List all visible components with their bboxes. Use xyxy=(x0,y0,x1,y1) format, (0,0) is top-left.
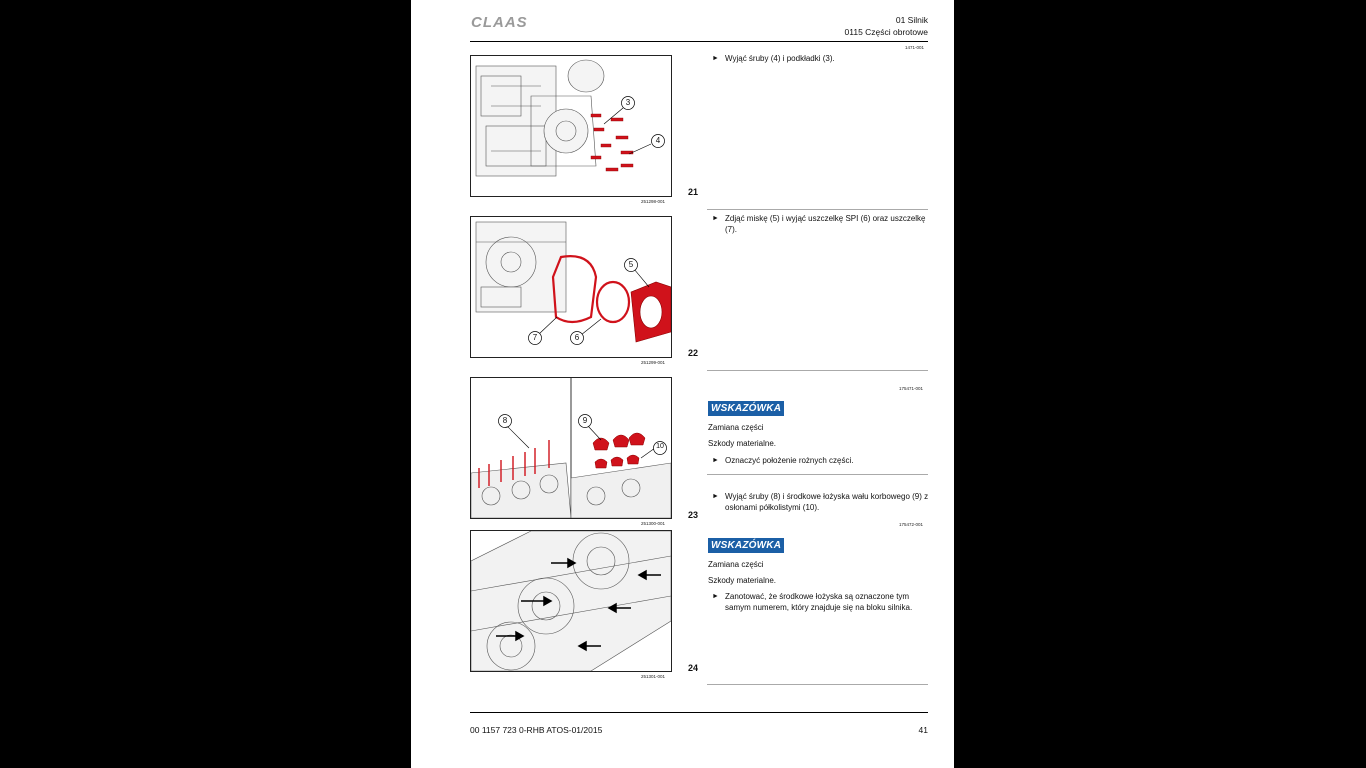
note-2-bullet xyxy=(712,592,930,613)
step-2 xyxy=(712,214,930,235)
bullet-arrow-icon: ► xyxy=(712,55,719,62)
section-title: 0115 Części obrotowe xyxy=(844,27,928,37)
ref-code-1: 1471-001 xyxy=(905,45,925,50)
divider xyxy=(707,370,928,371)
note-1-bullet xyxy=(712,456,930,467)
step-2-text: Zdjąć miskę (5) i wyjąć uszczelkę SPI (6) oraz uszczelkę (7). xyxy=(725,214,926,234)
page-number: 41 xyxy=(918,725,928,735)
document-page xyxy=(411,0,954,768)
figure-24-code: 251301-001 xyxy=(641,674,666,679)
bullet-arrow-icon: ► xyxy=(712,215,719,222)
divider xyxy=(707,474,928,475)
divider xyxy=(707,684,928,685)
figure-24-image xyxy=(470,530,672,672)
footer-rule xyxy=(470,712,928,713)
bullet-arrow-icon: ► xyxy=(712,493,719,500)
note-2-line1: Zamiana części xyxy=(708,560,764,569)
note-1-badge: WSKAZÓWKA xyxy=(708,401,784,416)
note-1-bullet-text: Oznaczyć położenie rożnych części. xyxy=(725,456,854,465)
document-code: 00 1157 723 0-RHB ATOS-01/2015 xyxy=(470,725,603,735)
callout-8: 8 xyxy=(502,416,508,425)
figure-23-image xyxy=(470,377,672,519)
divider xyxy=(707,209,928,210)
step-1-text: Wyjąć śruby (4) i podkładki (3). xyxy=(725,54,835,63)
callout-9: 9 xyxy=(582,416,588,425)
figure-21-number: 21 xyxy=(688,187,699,197)
note-2-line2: Szkody materialne. xyxy=(708,576,777,585)
bullet-arrow-icon: ► xyxy=(712,593,719,600)
note-1-line1: Zamiana części xyxy=(708,423,764,432)
bullet-arrow-icon: ► xyxy=(712,457,719,464)
note-2-bullet-text: Zanotować, że środkowe łożyska są oznaczone tym samym numerem, który znajduje się na bloku silnika. xyxy=(725,592,913,612)
figure-24-number: 24 xyxy=(688,663,699,673)
callout-3: 3 xyxy=(625,98,631,107)
callout-6: 6 xyxy=(574,333,580,342)
callout-5: 5 xyxy=(628,260,634,269)
figure-22-image xyxy=(470,216,672,358)
step-3-text: Wyjąć śruby (8) i środkowe łożyska wału korbowego (9) z osłonami półkolistymi (10). xyxy=(725,492,929,512)
callout-7: 7 xyxy=(532,333,538,342)
header-rule xyxy=(470,41,928,42)
claas-logo: CLAAS xyxy=(471,14,528,31)
step-3 xyxy=(712,492,930,513)
figure-21-image xyxy=(470,55,672,197)
figure-21-code: 251298-001 xyxy=(641,199,666,204)
ref-code-3: 175472-001 xyxy=(899,522,924,527)
chapter-title: 01 Silnik xyxy=(895,15,928,25)
note-1-line2: Szkody materialne. xyxy=(708,439,777,448)
step-1 xyxy=(712,54,930,65)
callout-10: 10 xyxy=(656,443,664,450)
figure-22-number: 22 xyxy=(688,348,699,358)
figure-23-code: 251300-001 xyxy=(641,521,666,526)
figure-22-code: 251299-001 xyxy=(641,360,666,365)
note-2-badge: WSKAZÓWKA xyxy=(708,538,784,553)
figure-23-number: 23 xyxy=(688,510,699,520)
ref-code-2: 175471-001 xyxy=(899,386,924,391)
callout-4: 4 xyxy=(655,136,661,145)
